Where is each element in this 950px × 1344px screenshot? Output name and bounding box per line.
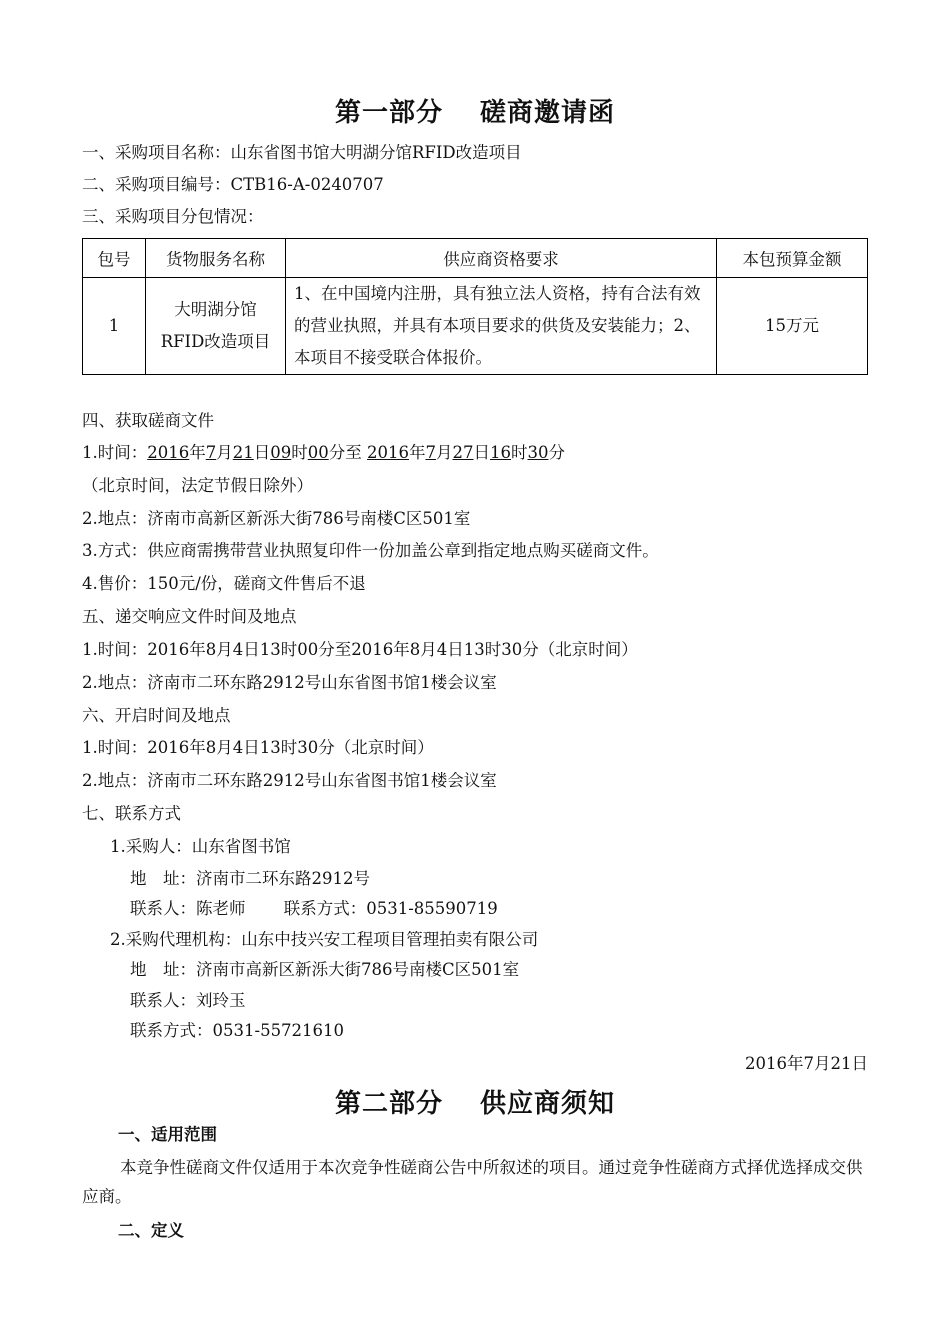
agent-address: 地 址：济南市高新区新泺大街786号南楼C区501室: [130, 960, 520, 979]
sec6-time: 1.时间：2016年8月4日13时30分（北京时间）: [82, 738, 434, 757]
table-header-row: [83, 239, 868, 278]
unit-text: 月: [436, 443, 453, 462]
sec5-heading: 五、递交响应文件时间及地点: [82, 607, 297, 626]
project-number: 二、采购项目编号：CTB16-A-0240707: [82, 175, 384, 194]
sec5-place: 2.地点：济南市二环东路2912号山东省图书馆1楼会议室: [82, 673, 497, 692]
unit-text: 年: [189, 443, 206, 462]
agent: 2.采购代理机构：山东中技兴安工程项目管理拍卖有限公司: [110, 930, 539, 949]
agent-contact: 联系人：刘玲玉: [130, 991, 246, 1010]
buyer: 1.采购人：山东省图书馆: [110, 837, 291, 856]
part2-heading-scope: 一、适用范围: [118, 1125, 217, 1144]
sec6-place: 2.地点：济南市二环东路2912号山东省图书馆1楼会议室: [82, 771, 497, 790]
end-minute: 30: [527, 443, 549, 462]
package-table: [82, 238, 868, 375]
start-month: 7: [205, 443, 217, 462]
unit-text: 时: [291, 443, 308, 462]
cell-package-no: 1: [83, 278, 146, 375]
service-name-line2: RFID改造项目: [160, 332, 271, 351]
start-day: 21: [232, 443, 254, 462]
unit-text: 年: [409, 443, 426, 462]
part1-title: 第一部分 磋商邀请函: [334, 98, 616, 128]
sec4-time-note: （北京时间，法定节假日除外）: [82, 476, 313, 495]
part2-heading-definition: 二、定义: [118, 1221, 184, 1240]
sec5-time: 1.时间：2016年8月4日13时00分至2016年8月4日13时30分（北京时间）: [82, 640, 638, 659]
header-package-no: 包号: [83, 239, 146, 278]
buyer-contact: 联系人：陈老师 联系方式：0531-85590719: [130, 899, 498, 918]
issue-date: 2016年7月21日: [745, 1054, 868, 1073]
sec7-heading: 七、联系方式: [82, 804, 181, 823]
time-label: 1.时间：: [82, 443, 148, 462]
unit-text: 分至: [328, 443, 367, 462]
start-year: 2016: [147, 443, 190, 462]
agent-phone: 联系方式：0531-55721610: [130, 1021, 345, 1040]
end-year: 2016: [367, 443, 409, 462]
start-hour: 09: [270, 443, 292, 462]
header-qualification: 供应商资格要求: [286, 239, 717, 278]
project-name: 一、采购项目名称：山东省图书馆大明湖分馆RFID改造项目: [82, 143, 522, 162]
cell-budget: 15万元: [717, 278, 868, 375]
end-month: 7: [425, 443, 436, 462]
end-hour: 16: [490, 443, 511, 462]
sec4-heading: 四、获取磋商文件: [82, 411, 214, 430]
unit-text: 日: [473, 443, 490, 462]
end-day: 27: [452, 443, 474, 462]
unit-text: 分: [548, 443, 565, 462]
sec4-price: 4.售价：150元/份，磋商文件售后不退: [82, 574, 366, 593]
sec4-time: [82, 442, 565, 464]
table-row: [83, 278, 868, 375]
start-minute: 00: [307, 443, 329, 462]
cell-service-name: [146, 278, 286, 375]
header-budget: 本包预算金额: [717, 239, 868, 278]
service-name-line1: 大明湖分馆: [174, 300, 257, 319]
sec6-heading: 六、开启时间及地点: [82, 706, 231, 725]
header-service-name: 货物服务名称: [146, 239, 286, 278]
sec4-method: 3.方式：供应商需携带营业执照复印件一份加盖公章到指定地点购买磋商文件。: [82, 541, 659, 560]
package-info-heading: 三、采购项目分包情况：: [82, 207, 264, 226]
buyer-address: 地 址：济南市二环东路2912号: [130, 869, 370, 888]
unit-text: 时: [511, 443, 528, 462]
cell-qualification: 1、在中国境内注册，具有独立法人资格，持有合法有效的营业执照，并具有本项目要求的供货及安装能力；2、本项目不接受联合体报价。: [286, 278, 717, 375]
unit-text: 日: [253, 443, 271, 462]
sec4-place: 2.地点：济南市高新区新泺大街786号南楼C区501室: [82, 509, 471, 528]
part2-title: 第二部分 供应商须知: [334, 1089, 616, 1119]
part2-scope-paragraph: 本竞争性磋商文件仅适用于本次竞争性磋商公告中所叙述的项目。通过竞争性磋商方式择优选择成交供应商。: [82, 1158, 863, 1206]
unit-text: 月: [216, 443, 233, 462]
